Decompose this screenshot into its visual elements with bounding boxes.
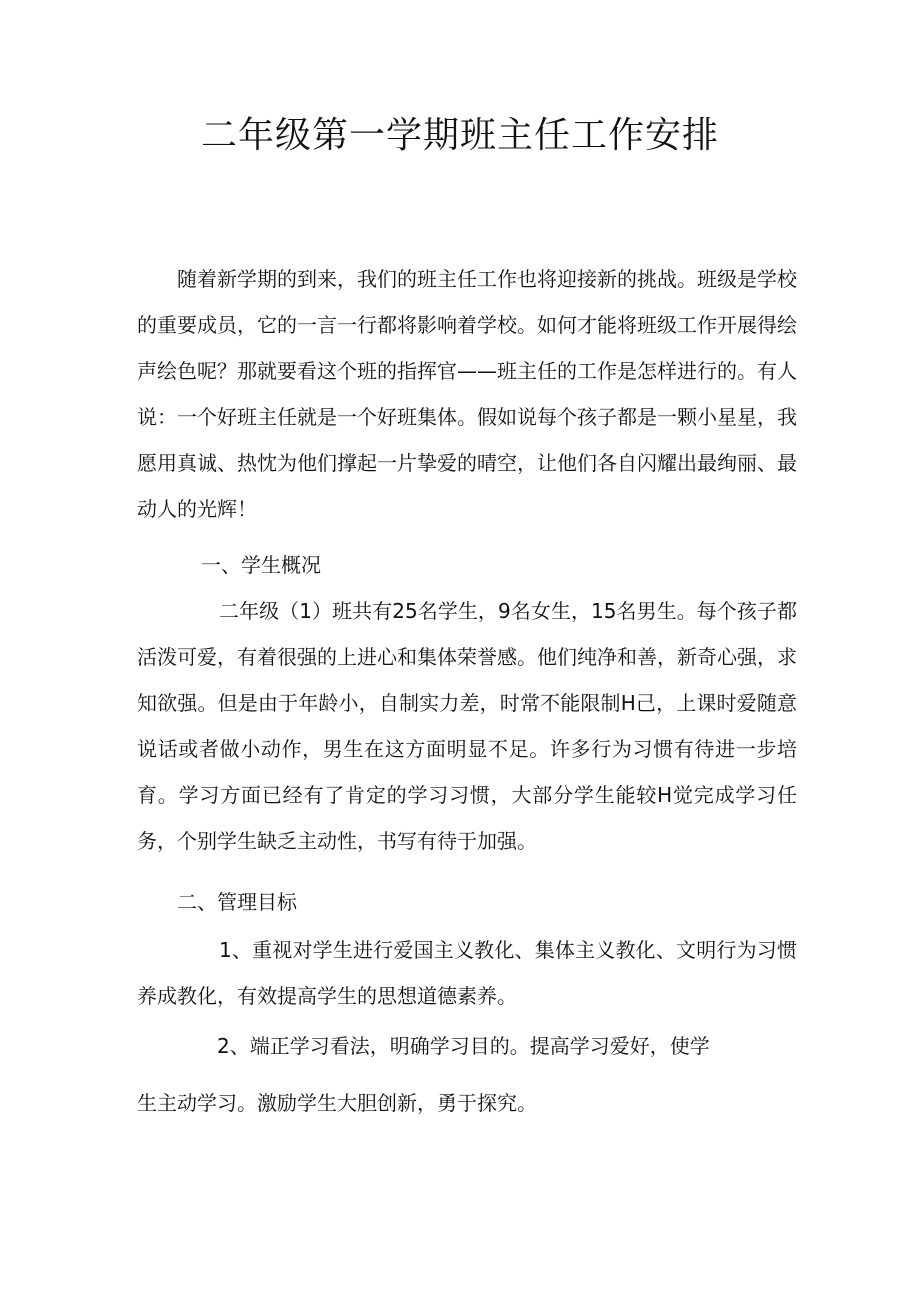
goal-item-2-line-1: 2、端正学习看法，明确学习目的。提高学习爱好，使学: [217, 1034, 710, 1058]
section-heading-management-goals: 二、管理目标: [177, 890, 297, 914]
goal-item-1: 1、重视对学生进行爱国主义教化、集体主义教化、文明行为习惯养成教化，有效提高学生的思想道德素养。: [137, 938, 797, 1008]
intro-paragraph: 随着新学期的到来，我们的班主任工作也将迎接新的挑战。班级是学校的重要成员，它的一言一行都将影响着学校。如何才能将班级工作开展得绘声绘色呢？那就要看这个班的指挥官——班主任的工作是怎样进行的。有人说：一个好班主任就是一个好班集体。假如说每个孩子都是一颗小星星，我愿用真诚、热忱为他们撑起一片挚爱的晴空，让他们各自闪耀出最绚丽、最动人的光辉！: [137, 267, 797, 521]
section-heading-student-overview: 一、学生概况: [201, 553, 321, 577]
student-overview-paragraph: 二年级（1）班共有25名学生，9名女生，15名男生。每个孩子都活泼可爱，有着很强的上进心和集体荣誉感。他们纯净和善，新奇心强，求知欲强。但是由于年龄小，自制实力差，时常不能限制H己，上课时爱随意说话或者做小动作，男生在这方面明显不足。许多行为习惯有待进一步培育。学习方面已经有了肯定的学习习惯，大部分学生能较H觉完成学习任务，个别学生缺乏主动性，书写有待于加强。: [137, 599, 797, 853]
goal-item-2-line-2: 生主动学习。激励学生大胆创新，勇于探究。: [137, 1091, 537, 1115]
document-title: 二年级第一学期班主任工作安排: [200, 115, 719, 156]
